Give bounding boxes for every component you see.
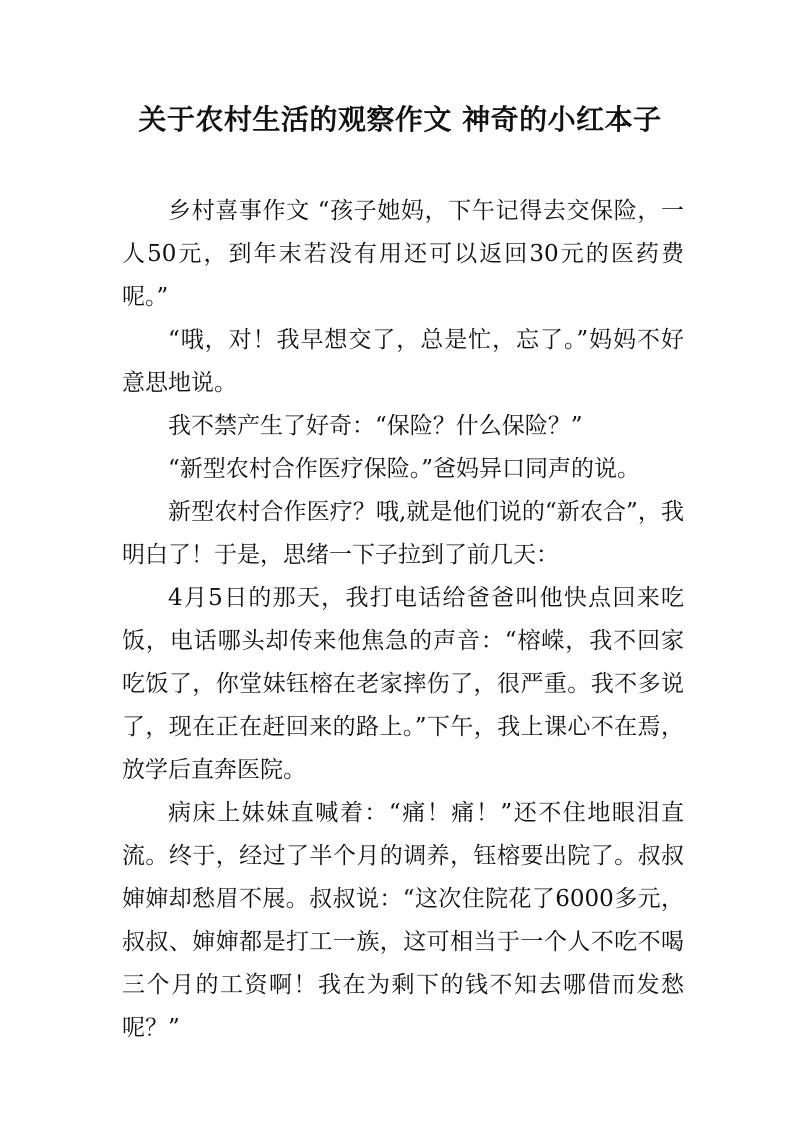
paragraph: “哦，对！我早想交了，总是忙，忘了。”妈妈不好意思地说。 xyxy=(122,327,684,396)
document-title: 关于农村生活的观察作文 神奇的小红本子 xyxy=(138,103,662,136)
paragraph: 4月5日的那天，我打电话给爸爸叫他快点回来吃饭，电话哪头却传来他焦急的声音：“榕嵘，我不回家吃饭了，你堂妹钰榕在老家摔伤了，很严重。我不多说了，现在正在赶回来的路上。”下午，我上课心不在焉，放学后直奔医院。 xyxy=(122,585,684,783)
paragraph: 新型农村合作医疗？哦,就是他们说的“新农合”，我明白了！于是，思绪一下子拉到了前几天： xyxy=(122,499,684,568)
paragraph: 乡村喜事作文 “孩子她妈，下午记得去交保险，一人50元，到年末若没有用还可以返回30元的医药费呢。” xyxy=(122,198,684,310)
paragraph: “新型农村合作医疗保险。”爸妈异口同声的说。 xyxy=(168,456,641,482)
paragraph: 病床上妹妹直喊着：“痛！痛！”还不住地眼泪直流。终于，经过了半个月的调养，钰榕要出院了。叔叔婶婶却愁眉不展。叔叔说：“这次住院花了6000多元，叔叔、婶婶都是打工一族，这可相当于一个人不吃不喝三个月的工资啊！我在为剩下的钱不知去哪借而发愁呢？” xyxy=(122,800,684,1041)
paragraph: 我不禁产生了好奇：“保险？什么保险？” xyxy=(168,413,583,439)
document-body xyxy=(122,190,684,1050)
